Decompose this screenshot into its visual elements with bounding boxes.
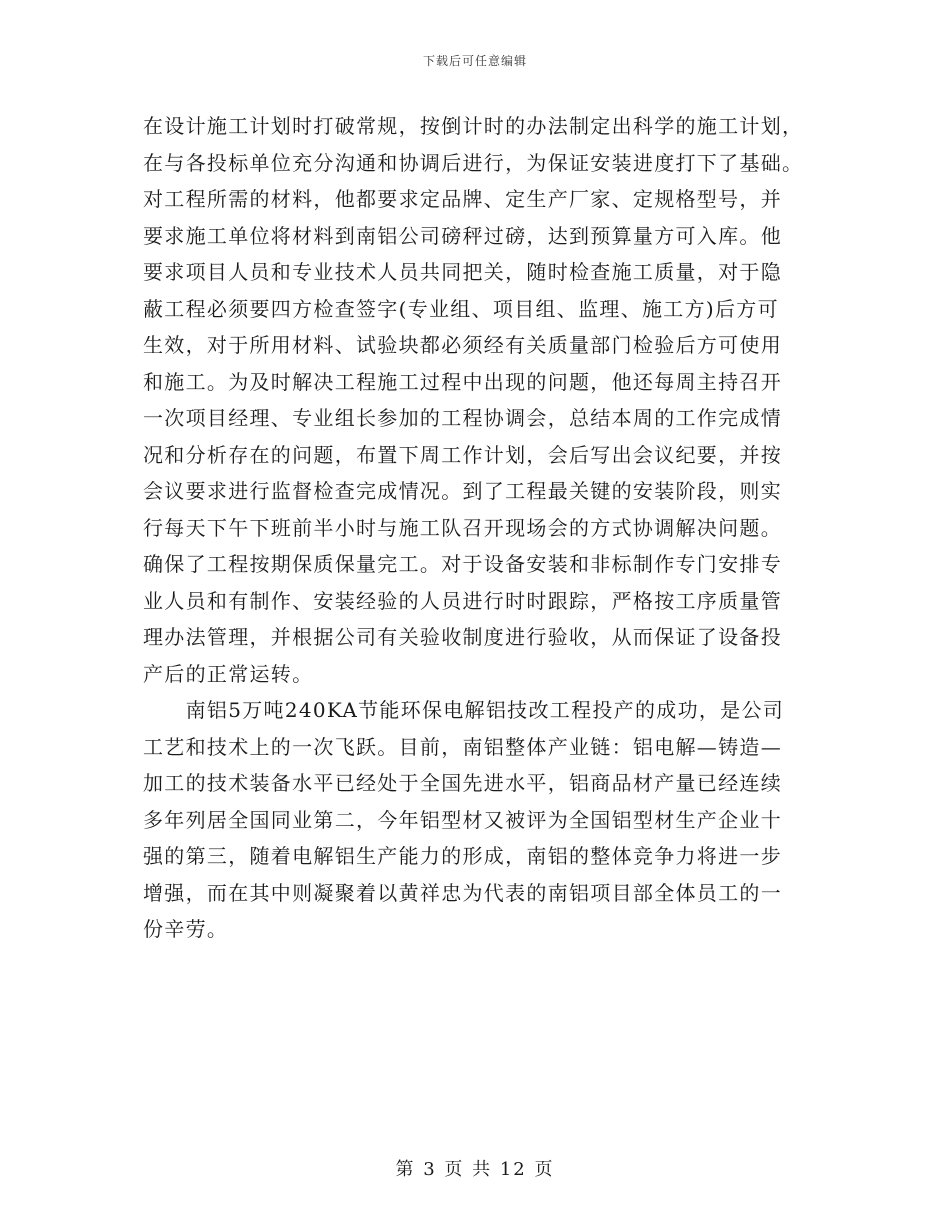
text-line: 况和分析存在的问题，布置下周工作计划，会后写出会议纪要，并按: [143, 442, 782, 467]
text-line: 业人员和有制作、安装经验的人员进行时时跟踪，严格按工序质量管: [143, 588, 782, 613]
text-line: 蔽工程必须要四方检查签字(专业组、项目组、监理、施工方)后方可: [143, 296, 779, 321]
text-line: 一次项目经理、专业组长参加的工程协调会，总结本周的工作完成情: [143, 406, 782, 430]
text-line: 南铝5万吨240KA节能环保电解铝技改工程投产的成功，是公司: [143, 698, 785, 722]
text-line: 在设计施工计划时打破常规，按倒计时的办法制定出科学的施工计划，: [143, 114, 804, 138]
text-line: 要求项目人员和专业技术人员共同把关，随时检查施工质量，对于隐: [143, 260, 782, 284]
text-line: 要求施工单位将材料到南铝公司磅秤过磅，达到预算量方可入库。他: [143, 223, 782, 248]
text-line: 份辛劳。: [143, 917, 229, 941]
text-line: 会议要求进行监督检查完成情况。到了工程最关键的安装阶段，则实: [143, 479, 782, 503]
text-line: 和施工。为及时解决工程施工过程中出现的问题，他还每周主持召开: [143, 369, 782, 394]
text-line: 生效，对于所用材料、试验块都必须经有关质量部门检验后方可使用: [143, 333, 782, 357]
text-line: 增强，而在其中则凝聚着以黄祥忠为代表的南铝项目部全体员工的一: [143, 880, 782, 905]
text-line: 理办法管理，并根据公司有关验收制度进行验收，从而保证了设备投: [143, 625, 782, 649]
text-line: 工艺和技术上的一次飞跃。目前，南铝整体产业链：铝电解—铸造—: [143, 734, 782, 759]
page-number-footer: 第 3 页 共 12 页: [395, 1159, 555, 1180]
text-line: 多年列居全国同业第二，今年铝型材又被评为全国铝型材生产企业十: [143, 807, 782, 832]
page-header: 下载后可任意编辑: [422, 54, 527, 68]
document-body: [143, 108, 811, 948]
text-line: 行每天下午下班前半小时与施工队召开现场会的方式协调解决问题。: [143, 515, 782, 540]
text-line: 在与各投标单位充分沟通和协调后进行，为保证安装进度打下了基础。: [143, 150, 804, 175]
text-line: 确保了工程按期保质保量完工。对于设备安装和非标制作专门安排专: [143, 552, 782, 576]
text-line: 强的第三，随着电解铝生产能力的形成，南铝的整体竞争力将进一步: [143, 844, 782, 868]
text-line: 加工的技术装备水平已经处于全国先进水平，铝商品材产量已经连续: [143, 771, 782, 795]
paragraph-2: [143, 692, 811, 948]
paragraph-1: [143, 108, 811, 692]
text-line: 产后的正常运转。: [143, 661, 314, 686]
text-line: 对工程所需的材料，他都要求定品牌、定生产厂家、定规格型号，并: [143, 187, 782, 211]
